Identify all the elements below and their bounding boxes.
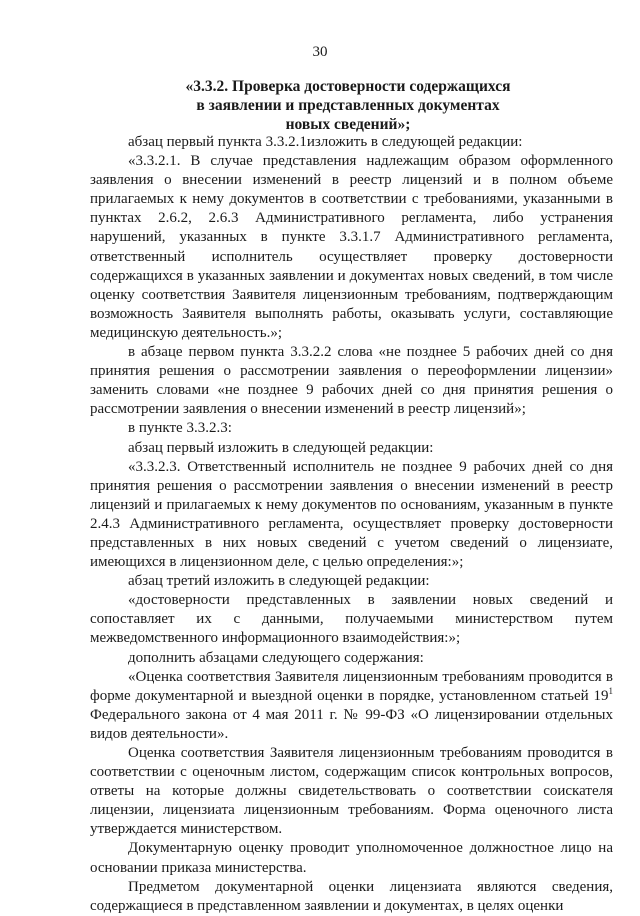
law-text-after: Федерального закона от 4 мая 2011 г. № 99-ФЗ «О лицензировании отдельных видов деятельности». <box>90 706 613 742</box>
section-heading <box>120 77 576 134</box>
heading-line-1: «3.3.2. Проверка достоверности содержащихся <box>185 78 511 95</box>
paragraph-amend-3-3-2-2: в абзаце первом пункта 3.3.2.2 слова «не позднее 5 рабочих дней со дня принятия решения о рассмотрении заявления о переоформлении лицензии» заменить словами «не позднее 9 рабочих дней со дня принятия решения о рассмотрении заявления о внесении изменений в реестр лицензий»; <box>90 344 613 418</box>
document-body <box>90 133 613 916</box>
paragraph-in-3-3-2-3: в пункте 3.3.2.3: <box>128 420 232 437</box>
paragraph-evaluation-sheet: Оценка соответствия Заявителя лицензионным требованиям проводится в соответствии с оценочным листом, содержащим список контрольных вопросов, ответы на которые должны свидетельствовать о соответствии соискателя лицензии, лицензиата лицензионным требованиям. Форма оценочного листа утверждается министерством. <box>90 745 613 838</box>
page-number: 30 <box>312 44 328 60</box>
paragraph-3-3-2-3-text: «3.3.2.3. Ответственный исполнитель не позднее 9 рабочих дней со дня принятия решения о рассмотрении заявления о внесении изменений в реестр лицензий и прилагаемых к нему документов по основаниям, указанным в пункте 2.4.3 Административного регламента, осуществляет проверку достоверности представленных в них новых сведений с учетом сведений о лицензиате, имеющихся в лицензионном деле, с целью определения:»; <box>90 458 613 571</box>
paragraph-amend-3-3-2-1: абзац первый пункта 3.3.2.1изложить в следующей редакции: <box>128 134 523 150</box>
law-superscript: 1 <box>608 685 613 696</box>
paragraph-3-3-2-1-text: «3.3.2.1. В случае представления надлежащим образом оформленного заявления о внесении изменений в реестр лицензий и в полном объеме прилагаемых к нему документов в соответствии с требованиями, указанными в пунктах 2.6.2, 2.6.3 Административного регламента, либо устранения нарушений, указанных в пункте 3.3.1.7 Административного регламента, ответственный исполнитель осуществляет проверку достоверности содержащихся в указанных заявлении и документах новых сведений, в том числе оценку соответствия Заявителя лицензионным требованиям, подтверждающим возможность Заявителя выполнять работы, оказывать услуги, составляющие медицинскую деятельность.»; <box>90 153 613 341</box>
paragraph-reliability-text: «достоверности представленных в заявлении новых сведений и сопоставляет их с данными, получаемыми министерством путем межведомственного информационного взаимодействия:»; <box>90 592 613 647</box>
paragraph-subject-of-evaluation: Предметом документарной оценки лицензиата являются сведения, содержащиеся в представленном заявлении и документах, в целях оценки <box>90 878 613 914</box>
heading-line-3: новых сведений»; <box>285 116 411 133</box>
paragraph-add-abzacs: дополнить абзацами следующего содержания: <box>128 649 424 666</box>
law-text-before: «Оценка соответствия Заявителя лицензионным требованиям проводится в форме документарной и выездной оценки в порядке, установленном статьей 19 <box>90 668 613 704</box>
paragraph-third-abzac: абзац третий изложить в следующей редакции: <box>128 573 430 590</box>
paragraph-first-abzac: абзац первый изложить в следующей редакции: <box>128 439 434 456</box>
heading-line-2: в заявлении и представленных документах <box>196 97 500 114</box>
paragraph-documentary-evaluation: Документарную оценку проводит уполномоченное должностное лицо на основании приказа министерства. <box>90 840 613 876</box>
paragraph-law-reference <box>90 668 613 744</box>
